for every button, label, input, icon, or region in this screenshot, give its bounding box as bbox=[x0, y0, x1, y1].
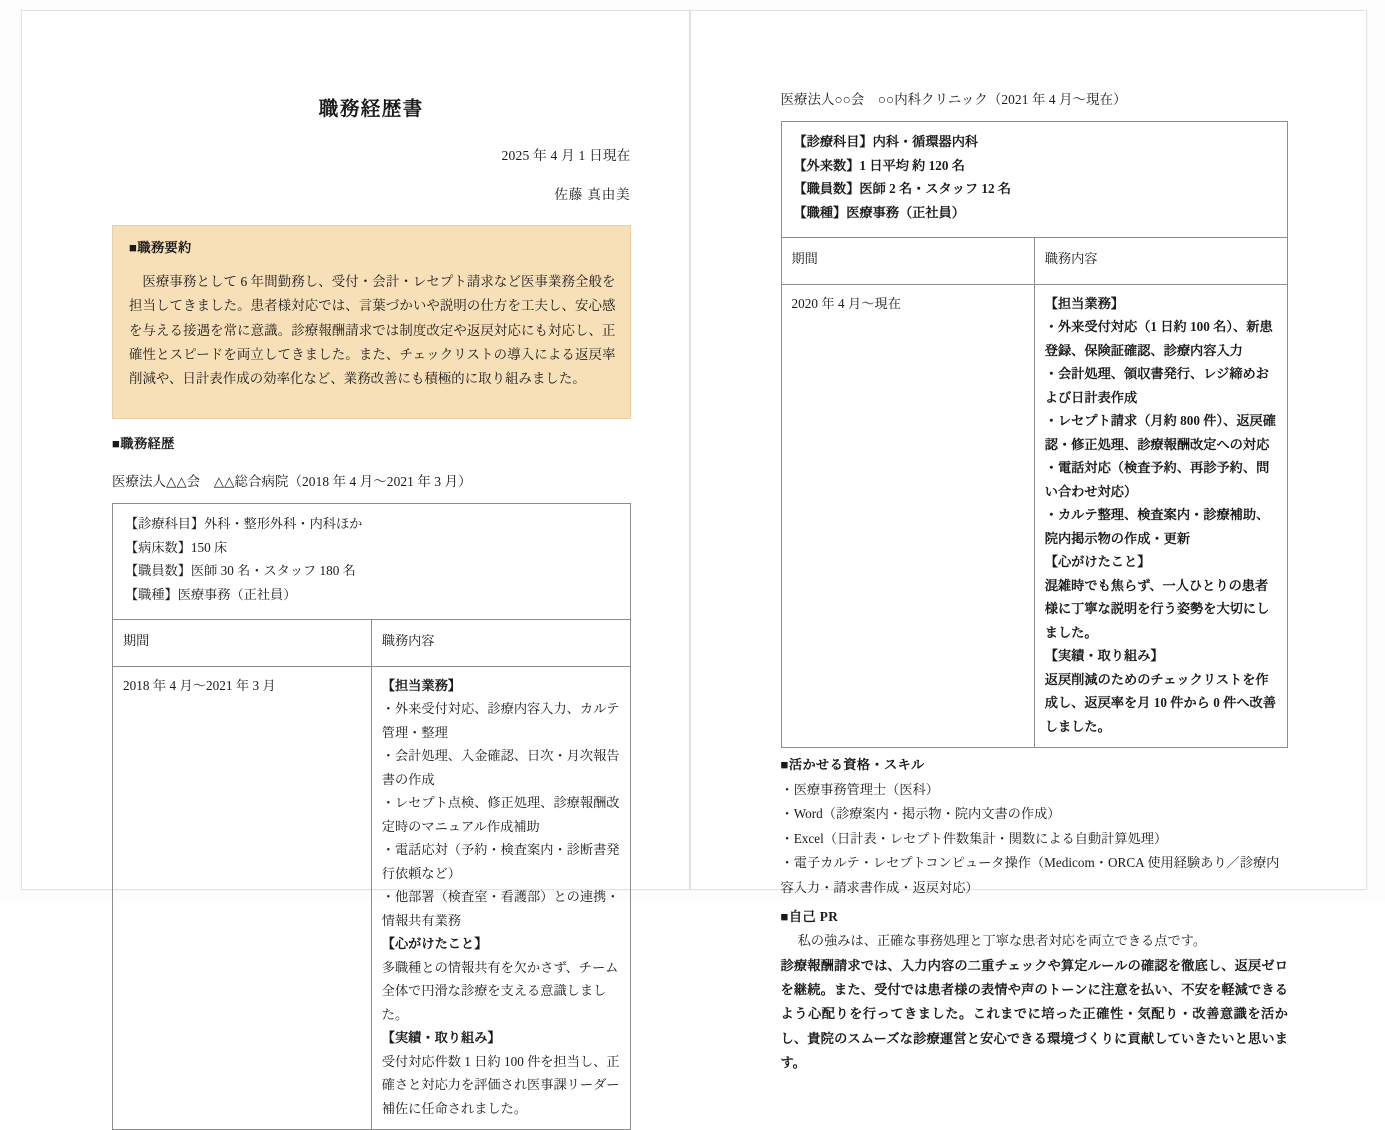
detail-line: 【担当業務】 bbox=[381, 677, 461, 693]
job-2-facts-cell bbox=[781, 122, 1288, 238]
job-2-table-header-row bbox=[781, 238, 1288, 285]
job-2-fact-outpatients: 【外来数】1 日平均 約 120 名 bbox=[793, 157, 965, 173]
job-2-col-header-detail: 職務内容 bbox=[1034, 238, 1287, 285]
job-2-company-line: 医療法人○○会 ○○内科クリニック（2021 年 4 月～現在） bbox=[780, 92, 1127, 107]
detail-line: ・電話対応（検査予約、再診予約、問い合わせ対応） bbox=[1044, 460, 1270, 499]
self-pr-heading: ■自己 PR bbox=[780, 909, 839, 925]
job-1-table bbox=[112, 503, 631, 1130]
job-1-company-line: 医療法人△△会 △△総合病院（2018 年 4 月～2021 年 3 月） bbox=[112, 474, 472, 490]
detail-line: ・レセプト請求（月約 800 件）、返戻確認・修正処理、診療報酬改定への対応 bbox=[1044, 413, 1276, 452]
document-page-2 bbox=[690, 10, 1368, 1071]
detail-line: ・外来受付対応、診療内容入力、カルテ管理・整理 bbox=[381, 701, 620, 740]
job-1-fact-beds: 【病床数】150 床 bbox=[125, 539, 228, 555]
job-1-facts-row bbox=[113, 504, 631, 620]
work-history-heading: ■職務経歴 bbox=[112, 436, 175, 452]
skill-item: ・医療事務管理士（医科） bbox=[780, 782, 939, 797]
job-1-data-row bbox=[113, 666, 631, 1130]
job-1-facts-cell bbox=[113, 504, 631, 620]
detail-line: 混雑時でも焦らず、一人ひとりの患者様に丁寧な説明を行う姿勢を大切にしました。 bbox=[1044, 577, 1270, 640]
job-1-table-header-row bbox=[113, 620, 631, 667]
detail-line: 【担当業務】 bbox=[1044, 295, 1124, 311]
job-1-period: 2018 年 4 月～2021 年 3 月 bbox=[113, 666, 372, 1130]
career-summary-heading: ■職務要約 bbox=[129, 240, 192, 256]
job-2-table bbox=[781, 121, 1289, 748]
detail-line: ・カルテ整理、検査案内・診療補助、院内掲示物の作成・更新 bbox=[1044, 507, 1270, 546]
skill-item: ・電子カルテ・レセプトコンピュータ操作（Medicom・ORCA 使用経験あり／診療内容入力・請求書作成・返戻対応） bbox=[780, 855, 1280, 895]
document-date: 2025 年 4 月 1 日現在 bbox=[501, 148, 631, 164]
detail-line: ・他部署（検査室・看護部）との連携・情報共有業務 bbox=[381, 889, 620, 928]
job-2-fact-role: 【職種】医療事務（正社員） bbox=[793, 204, 965, 220]
detail-line: 【実績・取り組み】 bbox=[1044, 648, 1164, 663]
detail-line: 受付対応件数 1 日約 100 件を担当し、正確さと対応力を評価され医事課リーダー補佐に任命されました。 bbox=[381, 1053, 620, 1116]
skills-list bbox=[781, 778, 1289, 900]
self-pr-text bbox=[781, 929, 1289, 1076]
job-2-fact-staff: 【職員数】医師 2 名・スタッフ 12 名 bbox=[793, 181, 1012, 196]
detail-line: 多職種との情報共有を欠かさず、チーム全体で円滑な診療を支える意識しました。 bbox=[381, 959, 619, 1022]
job-1-col-header-period: 期間 bbox=[113, 620, 372, 667]
job-1-fact-role: 【職種】医療事務（正社員） bbox=[125, 586, 297, 602]
job-1-fact-department: 【診療科目】外科・整形外科・内科ほか bbox=[125, 516, 363, 532]
detail-line: ・電話応対（予約・検査案内・診断書発行依頼など） bbox=[381, 842, 620, 881]
job-1-col-header-detail: 職務内容 bbox=[371, 620, 630, 667]
skill-item: ・Word（診療案内・掲示物・院内文書の作成） bbox=[780, 806, 1061, 822]
job-2-data-row bbox=[781, 284, 1288, 748]
document-page-1 bbox=[21, 10, 690, 1116]
job-1-fact-staff: 【職員数】医師 30 名・スタッフ 180 名 bbox=[125, 563, 356, 579]
detail-line: ・レセプト点検、修正処理、診療報酬改定時のマニュアル作成補助 bbox=[381, 795, 620, 834]
detail-line: ・会計処理、領収書発行、レジ締めおよび日計表作成 bbox=[1044, 366, 1269, 405]
detail-line: ・外来受付対応（1 日約 100 名）、新患登録、保険証確認、診療内容入力 bbox=[1044, 319, 1273, 358]
detail-line: 【実績・取り組み】 bbox=[381, 1030, 501, 1046]
job-1-detail bbox=[371, 666, 630, 1130]
skills-heading: ■活かせる資格・スキル bbox=[780, 757, 925, 772]
detail-line: 【心がけたこと】 bbox=[381, 936, 488, 952]
detail-line: ・会計処理、入金確認、日次・月次報告書の作成 bbox=[381, 748, 620, 787]
job-2-fact-department: 【診療科目】内科・循環器内科 bbox=[793, 134, 979, 149]
detail-line: 返戻削減のためのチェックリストを作成し、返戻率を月 10 件から 0 件へ改善しました。 bbox=[1044, 671, 1276, 734]
job-2-facts-row bbox=[781, 122, 1288, 238]
career-summary-box bbox=[112, 225, 631, 419]
page-title: 職務経歴書 bbox=[318, 99, 424, 120]
job-2-detail bbox=[1034, 284, 1287, 748]
skill-item: ・Excel（日計表・レセプト件数集計・関数による自動計算処理） bbox=[780, 830, 1168, 846]
job-2-period: 2020 年 4 月～現在 bbox=[781, 284, 1034, 748]
author-name: 佐藤 真由美 bbox=[554, 187, 631, 203]
detail-line: 【心がけたこと】 bbox=[1044, 554, 1151, 569]
self-pr-lead: 私の強みは、正確な事務処理と丁寧な患者対応を両立できる点です。 bbox=[797, 933, 1207, 949]
job-2-col-header-period: 期間 bbox=[781, 238, 1034, 285]
self-pr-body: 診療報酬請求では、入力内容の二重チェックや算定ルールの確認を徹底し、返戻ゼロを継続。また、受付では患者様の表情や声のトーンに注意を払い、不安を軽減できるよう心配りを行ってきました。これまでに培った正確性・気配り・改善意識を活かし、貴院のスムーズな診療運営と安心できる環境づくりに貢献していきたいと思います。 bbox=[780, 957, 1288, 1071]
career-summary-text: 医療事務として 6 年間勤務し、受付・会計・レセプト請求など医事業務全般を担当してきました。患者様対応では、言葉づかいや説明の仕方を工夫し、安心感を与える接遇を常に意識。診療報酬請求では制度改定や返戻対応にも対応し、正確性とスピードを両立してきました。また、チェックリストの導入による返戻率削減や、日計表作成の効率化など、業務改善にも積極的に取り組みました。 bbox=[129, 273, 616, 387]
